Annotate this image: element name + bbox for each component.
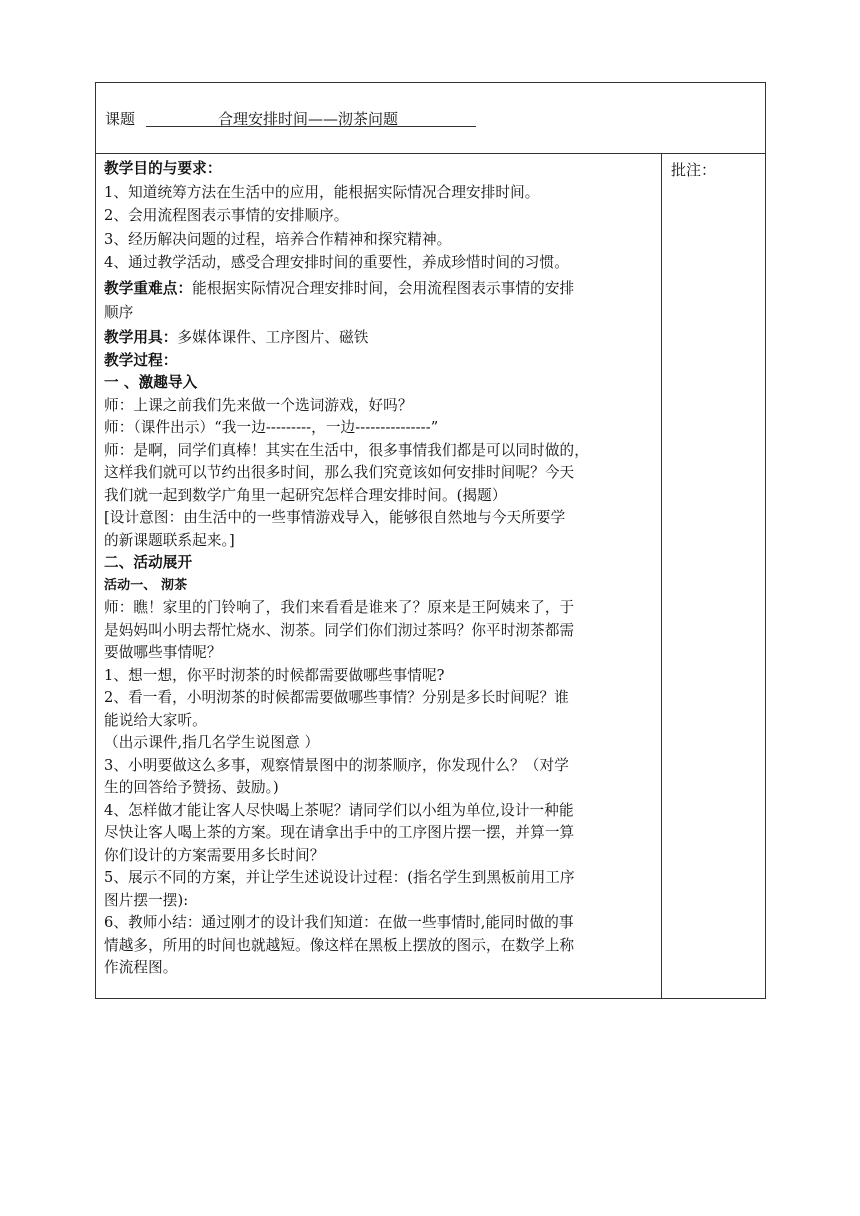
- activity-heading: 活动一、 沏茶: [104, 577, 188, 593]
- paragraph-line: [设计意图：由生活中的一些事情游戏导入，能够很自然地与今天所要学: [104, 509, 566, 527]
- paragraph-line: 图片摆一摆):: [104, 891, 189, 909]
- paragraph-line: 师：上课之前我们先来做一个选词游戏，好吗？: [104, 396, 413, 414]
- paragraph-line: 师：（课件出示）“我一边---------，一边---------------”: [104, 419, 439, 437]
- annotation-label: 批注：: [671, 161, 717, 179]
- paragraph-line: 是妈妈叫小明去帮忙烧水、沏茶。同学们你们沏过茶吗？你平时沏茶都需: [104, 621, 575, 639]
- paragraph-line: 4、怎样做才能让客人尽快喝上茶呢？请同学们以小组为单位,设计一种能: [104, 801, 574, 819]
- objective-item: 1、知道统筹方法在生活中的应用，能根据实际情况合理安排时间。: [104, 183, 540, 201]
- paragraph-line: 6、教师小结：通过刚才的设计我们知道：在做一些事情时,能同时做的事: [104, 914, 574, 932]
- paragraph-line: 要做哪些事情呢？: [104, 644, 222, 662]
- paragraph-line: 尽快让客人喝上茶的方案。现在请拿出手中的工序图片摆一摆，并算一算: [104, 824, 575, 842]
- objective-item: 2、会用流程图表示事情的安排顺序。: [104, 207, 349, 225]
- paragraph-line: 3、小明要做这么多事，观察情景图中的沏茶顺序，你发现什么？（对学: [104, 756, 569, 774]
- paragraph-line: 5、展示不同的方案，并让学生述说设计过程：(指名学生到黑板前用工序: [104, 869, 575, 887]
- paragraph-line: 情越多，所用的时间也就越短。像这样在黑板上摆放的图示，在数学上称: [104, 936, 575, 954]
- objectives-heading: 教学目的与要求：: [104, 160, 222, 177]
- key-points-continuation: 顺序: [104, 303, 134, 321]
- section-heading: 二、活动展开: [104, 554, 193, 572]
- title-row: [96, 83, 765, 154]
- paragraph-line: 1、想一想，你平时沏茶的时候都需要做哪些事情呢?: [104, 666, 445, 684]
- paragraph-line: 师：瞧！家里的门铃响了，我们来看看是谁来了？原来是王阿姨来了，于: [104, 599, 575, 617]
- key-points-text: 能根据实际情况合理安排时间，会用流程图表示事情的安排: [192, 279, 575, 297]
- tools-label: 教学用具：: [104, 329, 178, 347]
- paragraph-line: （出示课件,指几名学生说图意 ）: [104, 734, 320, 752]
- process-heading: 教学过程：: [104, 351, 178, 369]
- paragraph-line: 生的回答给予赞扬、鼓励。): [104, 779, 279, 797]
- tools-text: 多媒体课件、工序图片、磁铁: [177, 329, 369, 347]
- paragraph-line: 师：是啊，同学们真棒！其实在生活中，很多事情我们都是可以同时做的，: [104, 441, 589, 459]
- lesson-plan-table: [95, 82, 766, 999]
- paragraph-line: 能说给大家听。: [104, 711, 207, 729]
- content-cell: [96, 154, 662, 998]
- paragraph-line: 我们就一起到数学广角里一起研究怎样合理安排时间。(揭题）: [104, 486, 507, 504]
- key-points-line: [104, 277, 653, 301]
- paragraph-line: 这样我们就可以节约出很多时间，那么我们究竟该如何安排时间呢？今天: [104, 464, 575, 482]
- tools-line: [104, 326, 653, 350]
- lesson-title: 合理安排时间——沏茶问题: [218, 110, 399, 128]
- objective-item: 3、经历解决问题的过程，培养合作精神和探究精神。: [104, 230, 452, 248]
- paragraph-line: 你们设计的方案需要用多长时间？: [104, 846, 325, 864]
- objective-item: 4、通过教学活动，感受合理安排时间的重要性，养成珍惜时间的习惯。: [104, 254, 569, 272]
- paragraph-line: 2、看一看，小明沏茶的时候都需要做哪些事情？分别是多长时间呢？谁: [104, 689, 569, 707]
- key-points-label: 教学重难点：: [104, 279, 193, 297]
- paragraph-line: 的新课题联系起来。]: [104, 531, 235, 549]
- topic-label: 课题: [105, 110, 136, 128]
- section-heading: 一 、激趣导入: [104, 374, 198, 392]
- annotation-cell: [662, 154, 765, 998]
- paragraph-line: 作流程图。: [104, 959, 178, 977]
